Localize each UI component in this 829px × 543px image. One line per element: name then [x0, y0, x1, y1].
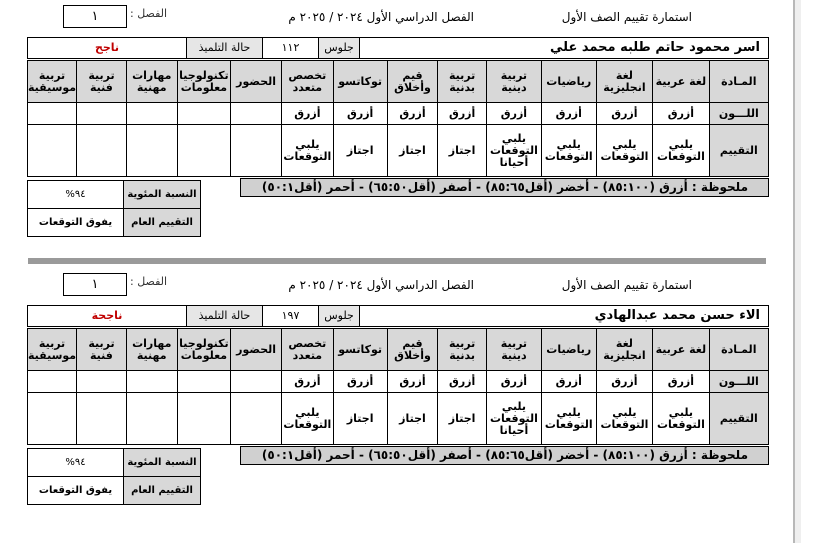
summary-table — [27, 180, 201, 237]
overall-label: التقييم العام — [124, 209, 201, 237]
subject-header: لغة انجليزية — [596, 329, 652, 371]
class-label: الفصل : — [130, 275, 168, 288]
subject-header-label: المـادة — [709, 329, 768, 371]
eval-row-label: التقييم — [709, 393, 768, 445]
percent-label: النسبة المئوية — [124, 449, 201, 477]
student-name: الاء حسن محمد عبدالهادي — [360, 306, 769, 327]
color-note: ملحوظة : أزرق (٨٥:١٠٠) - أخضر (أقل٨٥:٦٥) - أصفر (أقل٦٥:٥٠) - أحمر (أقل٥٠:١) — [240, 178, 769, 197]
subject-header: توكاتسو — [333, 329, 387, 371]
color-cell: أزرق — [596, 103, 652, 125]
subjects-row — [28, 329, 769, 371]
evals-row — [28, 125, 769, 177]
subject-header: تربية بدنية — [438, 329, 487, 371]
eval-cell: يلبي التوقعات — [282, 125, 333, 177]
eval-cell: اجتاز — [387, 393, 437, 445]
subject-header: قيم وأخلاق — [387, 329, 437, 371]
eval-row-label: التقييم — [709, 125, 768, 177]
subject-header: مهارات مهنية — [126, 329, 177, 371]
semester-title: الفصل الدراسي الأول ٢٠٢٤ / ٢٠٢٥ م — [288, 278, 474, 292]
eval-cell — [77, 125, 127, 177]
overall-value: يفوق التوقعات — [28, 209, 124, 237]
subject-header: لغة عربية — [653, 61, 709, 103]
eval-cell: اجتاز — [333, 393, 387, 445]
card-separator — [28, 258, 766, 264]
status-value: ناجحة — [28, 306, 187, 327]
color-cell — [77, 371, 127, 393]
subject-header: تربية فنية — [77, 61, 127, 103]
color-row-label: اللـــون — [709, 371, 768, 393]
color-cell — [126, 371, 177, 393]
color-cell — [231, 103, 282, 125]
color-cell — [77, 103, 127, 125]
subject-header-label: المـادة — [709, 61, 768, 103]
eval-cell: يلبي التوقعات — [596, 125, 652, 177]
subject-header: تربية فنية — [77, 329, 127, 371]
subject-header: تكنولوجيا معلومات — [177, 329, 230, 371]
colors-row — [28, 371, 769, 393]
eval-cell: يلبي التوقعات — [282, 393, 333, 445]
subject-header: رياضيات — [541, 329, 596, 371]
subject-header: توكاتسو — [333, 61, 387, 103]
color-cell: أزرق — [596, 371, 652, 393]
color-cell: أزرق — [541, 371, 596, 393]
class-value: ١ — [63, 273, 127, 296]
subject-header: تربية بدنية — [438, 61, 487, 103]
eval-cell — [177, 393, 230, 445]
eval-cell — [126, 393, 177, 445]
student-name: اسر محمود حاتم طلبه محمد علي — [360, 38, 769, 59]
percent-label: النسبة المئوية — [124, 181, 201, 209]
percent-value: ٩٤% — [28, 181, 124, 209]
subject-header: تربية موسيقية — [28, 61, 77, 103]
percent-value: ٩٤% — [28, 449, 124, 477]
subjects-row — [28, 61, 769, 103]
class-value: ١ — [63, 5, 127, 28]
subject-header: تكنولوجيا معلومات — [177, 61, 230, 103]
student-info-table — [27, 305, 769, 327]
color-cell: أزرق — [541, 103, 596, 125]
eval-cell: يلبي التوقعات أحيانا — [487, 393, 542, 445]
eval-cell: اجتاز — [387, 125, 437, 177]
eval-cell — [231, 125, 282, 177]
color-cell — [177, 371, 230, 393]
subject-header: مهارات مهنية — [126, 61, 177, 103]
eval-cell — [28, 125, 77, 177]
eval-cell: يلبي التوقعات — [596, 393, 652, 445]
class-label: الفصل : — [130, 7, 168, 20]
color-cell: أزرق — [282, 371, 333, 393]
subject-header: تخصص متعدد — [282, 329, 333, 371]
seat-label: جلوس — [319, 38, 360, 59]
color-cell: أزرق — [282, 103, 333, 125]
color-cell: أزرق — [387, 371, 437, 393]
subject-header: الحضور — [231, 329, 282, 371]
summary-table — [27, 448, 201, 505]
page-border — [793, 0, 795, 543]
subject-header: تربية دينية — [487, 61, 542, 103]
color-cell — [231, 371, 282, 393]
subject-header: تخصص متعدد — [282, 61, 333, 103]
color-cell: أزرق — [653, 103, 709, 125]
grades-table — [27, 60, 769, 177]
color-cell: أزرق — [438, 371, 487, 393]
eval-cell: اجتاز — [438, 125, 487, 177]
color-cell: أزرق — [438, 103, 487, 125]
eval-cell: يلبي التوقعات — [653, 393, 709, 445]
eval-cell: يلبي التوقعات أحيانا — [487, 125, 542, 177]
eval-cell — [28, 393, 77, 445]
subject-header: الحضور — [231, 61, 282, 103]
subject-header: لغة انجليزية — [596, 61, 652, 103]
semester-title: الفصل الدراسي الأول ٢٠٢٤ / ٢٠٢٥ م — [288, 10, 474, 24]
color-row-label: اللـــون — [709, 103, 768, 125]
color-cell — [28, 371, 77, 393]
color-cell: أزرق — [487, 371, 542, 393]
color-cell: أزرق — [333, 371, 387, 393]
status-label: حالة التلميذ — [187, 306, 263, 327]
color-cell: أزرق — [487, 103, 542, 125]
color-cell — [177, 103, 230, 125]
eval-cell — [231, 393, 282, 445]
form-title: استمارة تقييم الصف الأول — [561, 10, 692, 24]
subject-header: تربية موسيقية — [28, 329, 77, 371]
eval-cell: يلبي التوقعات — [653, 125, 709, 177]
subject-header: لغة عربية — [653, 329, 709, 371]
subject-header: تربية دينية — [487, 329, 542, 371]
subject-header: رياضيات — [541, 61, 596, 103]
color-cell — [28, 103, 77, 125]
eval-cell — [77, 393, 127, 445]
eval-cell: اجتاز — [333, 125, 387, 177]
page-shadow — [795, 0, 801, 543]
seat-value: ١٩٧ — [263, 306, 319, 327]
eval-cell: اجتاز — [438, 393, 487, 445]
seat-label: جلوس — [319, 306, 360, 327]
color-cell: أزرق — [387, 103, 437, 125]
seat-value: ١١٢ — [263, 38, 319, 59]
colors-row — [28, 103, 769, 125]
color-cell: أزرق — [333, 103, 387, 125]
overall-label: التقييم العام — [124, 477, 201, 505]
status-label: حالة التلميذ — [187, 38, 263, 59]
eval-cell — [126, 125, 177, 177]
color-note: ملحوظة : أزرق (٨٥:١٠٠) - أخضر (أقل٨٥:٦٥) - أصفر (أقل٦٥:٥٠) - أحمر (أقل٥٠:١) — [240, 446, 769, 465]
subject-header: قيم وأخلاق — [387, 61, 437, 103]
eval-cell: يلبي التوقعات — [541, 393, 596, 445]
evals-row — [28, 393, 769, 445]
student-info-table — [27, 37, 769, 59]
grades-table — [27, 328, 769, 445]
overall-value: يفوق التوقعات — [28, 477, 124, 505]
eval-cell — [177, 125, 230, 177]
color-cell — [126, 103, 177, 125]
status-value: ناجح — [28, 38, 187, 59]
form-title: استمارة تقييم الصف الأول — [561, 278, 692, 292]
color-cell: أزرق — [653, 371, 709, 393]
eval-cell: يلبي التوقعات — [541, 125, 596, 177]
